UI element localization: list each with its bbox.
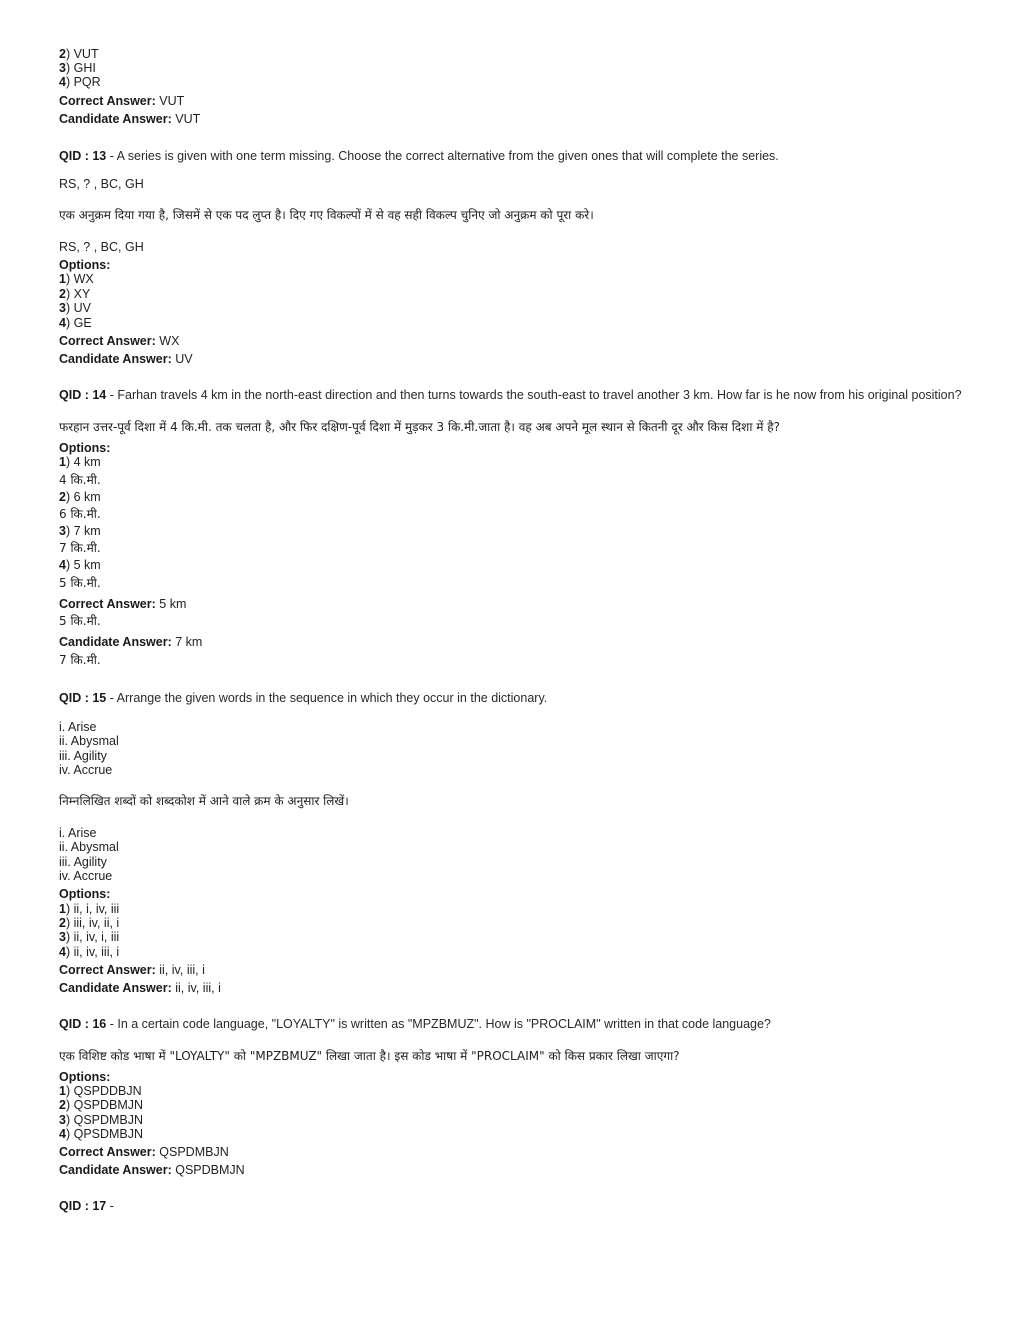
question-text-hindi: एक विशिष्ट कोड भाषा में "LOYALTY" को "MPZBMUZ" लिखा जाता है। इस कोड भाषा में "PROCLAIM" को किस प्रकार लिखा जाएगा? xyxy=(59,1049,680,1063)
word-3: iii. Agility xyxy=(59,749,107,763)
option-3: 3) QSPDMBJN xyxy=(59,1113,144,1127)
correct-answer: Correct Answer: 5 km xyxy=(59,597,187,611)
question-text-hindi: निम्नलिखित शब्दों को शब्दकोश में आने वाले क्रम के अनुसार लिखें। xyxy=(59,794,349,808)
word-hi-4: iv. Accrue xyxy=(59,869,113,883)
option-1: 1) 4 km xyxy=(59,455,101,469)
options-label: Options: xyxy=(59,1070,111,1084)
option-4: 4) 5 km xyxy=(59,558,101,572)
correct-answer: Correct Answer: QSPDMBJN xyxy=(59,1145,229,1159)
question-text-hindi: फरहान उत्तर-पूर्व दिशा में 4 कि.मी. तक चलता है, और फिर दक्षिण-पूर्व दिशा में मुड़कर 3 कि.मी.जाता है। वह अब अपने मूल स्थान से कितनी दूर और किस दिशा में है? xyxy=(59,420,780,434)
option-1-hindi: 4 कि.मी. xyxy=(59,473,101,487)
option-1: 1) QSPDDBJN xyxy=(59,1084,142,1098)
options-label: Options: xyxy=(59,258,111,272)
correct-answer: Correct Answer: WX xyxy=(59,334,180,348)
option-1: 1) ii, i, iv, iii xyxy=(59,902,120,916)
option-1: 1) WX xyxy=(59,272,94,286)
option-2: 2) VUT xyxy=(59,47,99,61)
option-3: 3) UV xyxy=(59,301,91,315)
question-text: QID : 16 - In a certain code language, "LOYALTY" is written as "MPZBMUZ". How is "PROCLAIM" written in that code language? xyxy=(59,1017,771,1031)
option-2: 2) 6 km xyxy=(59,490,101,504)
word-2: ii. Abysmal xyxy=(59,734,119,748)
word-hi-2: ii. Abysmal xyxy=(59,840,119,854)
option-2: 2) QSPDBMJN xyxy=(59,1098,144,1112)
option-4: 4) QPSDMBJN xyxy=(59,1127,144,1141)
word-1: i. Arise xyxy=(59,720,97,734)
option-3-hindi: 7 कि.मी. xyxy=(59,541,101,555)
options-label: Options: xyxy=(59,887,111,901)
word-hi-3: iii. Agility xyxy=(59,855,107,869)
candidate-answer: Candidate Answer: 7 km xyxy=(59,635,203,649)
options-label: Options: xyxy=(59,441,111,455)
question-text: QID : 14 - Farhan travels 4 km in the north-east direction and then turns towards the south-east to travel another 3 km. How far is he now from his original position? xyxy=(59,388,962,402)
word-4: iv. Accrue xyxy=(59,763,113,777)
question-text: QID : 13 - A series is given with one term missing. Choose the correct alternative from the given ones that will complete the series. xyxy=(59,149,779,163)
word-hi-1: i. Arise xyxy=(59,826,97,840)
option-2-hindi: 6 कि.मी. xyxy=(59,507,101,521)
series-hi: RS, ? , BC, GH xyxy=(59,240,144,254)
option-4: 4) ii, iv, iii, i xyxy=(59,945,120,959)
correct-answer: Correct Answer: ii, iv, iii, i xyxy=(59,963,205,977)
candidate-answer: Candidate Answer: VUT xyxy=(59,112,201,126)
question-text: QID : 15 - Arrange the given words in the sequence in which they occur in the dictionary. xyxy=(59,691,548,705)
candidate-answer: Candidate Answer: QSPDBMJN xyxy=(59,1163,245,1177)
candidate-answer: Candidate Answer: ii, iv, iii, i xyxy=(59,981,221,995)
correct-answer: Correct Answer: VUT xyxy=(59,94,185,108)
option-4: 4) PQR xyxy=(59,75,101,89)
correct-answer-hindi: 5 कि.मी. xyxy=(59,614,101,628)
candidate-answer-hindi: 7 कि.मी. xyxy=(59,653,101,667)
option-2: 2) iii, iv, ii, i xyxy=(59,916,120,930)
option-2: 2) XY xyxy=(59,287,91,301)
option-4-hindi: 5 कि.मी. xyxy=(59,576,101,590)
option-4: 4) GE xyxy=(59,316,92,330)
question-text: QID : 17 - xyxy=(59,1199,114,1213)
series-en: RS, ? , BC, GH xyxy=(59,177,144,191)
question-text-hindi: एक अनुक्रम दिया गया है, जिसमें से एक पद लुप्त है। दिए गए विकल्पों में से वह सही विकल्प चुनिए जो अनुक्रम को पूरा करे। xyxy=(59,208,594,222)
option-3: 3) 7 km xyxy=(59,524,101,538)
option-3: 3) GHI xyxy=(59,61,96,75)
option-3: 3) ii, iv, i, iii xyxy=(59,930,120,944)
candidate-answer: Candidate Answer: UV xyxy=(59,352,193,366)
